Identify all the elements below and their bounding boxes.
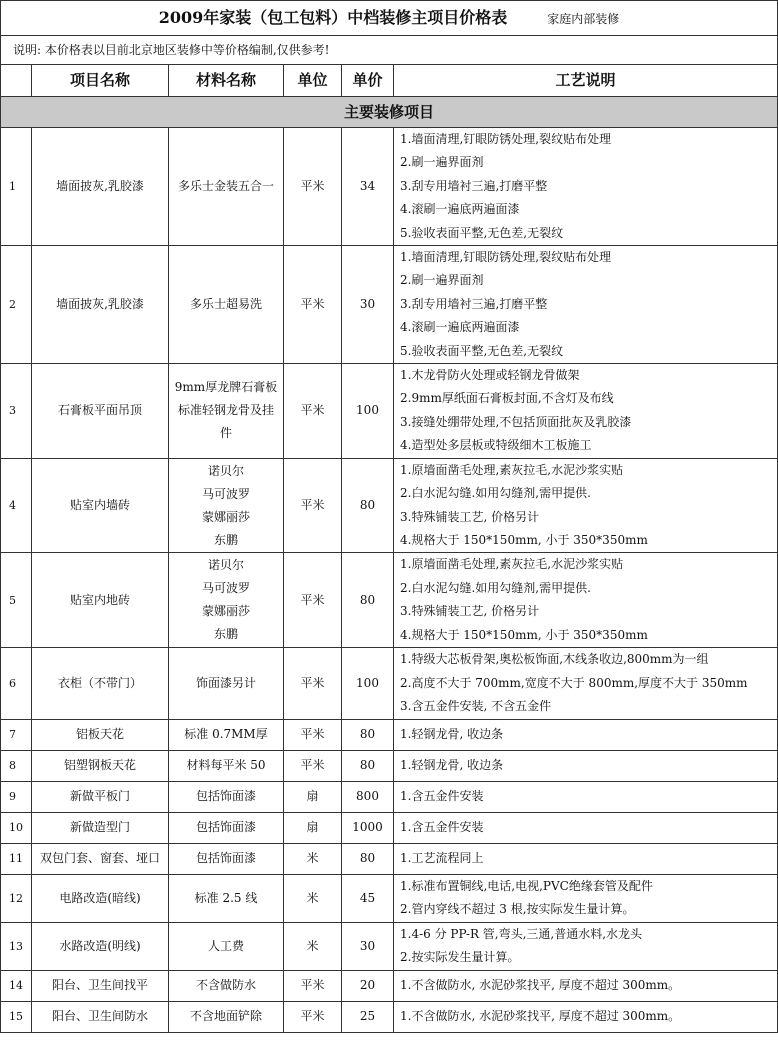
material-line: 标准 2.5 线	[194, 890, 258, 905]
process-description	[394, 781, 778, 812]
process-description	[394, 719, 778, 750]
process-line: 5.验收表面平整,无色差,无裂纹	[400, 343, 564, 358]
process-line: 2.刷一遍界面剂	[400, 273, 484, 288]
unit: 平米	[284, 364, 342, 459]
material-name	[169, 128, 284, 246]
process-line: 1.标准布置铜线,电话,电视,PVC绝缘套管及配件	[400, 878, 653, 893]
unit: 平米	[284, 970, 342, 1001]
note-row	[1, 36, 778, 65]
table-row	[1, 750, 778, 781]
process-line: 4.规格大于 150*150mm, 小于 350*350mm	[400, 532, 648, 547]
item-name: 石膏板平面吊顶	[32, 364, 169, 459]
row-number: 1	[1, 128, 32, 246]
process-line: 2.9mm厚纸面石膏板封面,不含灯及布线	[400, 391, 614, 406]
row-number: 14	[1, 970, 32, 1001]
process-description	[394, 553, 778, 648]
price: 30	[342, 922, 394, 970]
price: 25	[342, 1001, 394, 1032]
material-line: 包括饰面漆	[195, 851, 256, 866]
header-row	[1, 65, 778, 97]
header-process: 工艺说明	[394, 65, 778, 97]
row-number: 8	[1, 750, 32, 781]
table-row	[1, 843, 778, 874]
unit: 平米	[284, 750, 342, 781]
price: 80	[342, 843, 394, 874]
material-line: 东鹏	[213, 532, 238, 547]
row-number: 7	[1, 719, 32, 750]
process-description	[394, 970, 778, 1001]
material-line: 件	[219, 426, 232, 441]
material-line: 东鹏	[213, 627, 238, 642]
process-line: 1.轻钢龙骨, 收边条	[400, 727, 504, 742]
header-material: 材料名称	[169, 65, 284, 97]
material-line: 饰面漆另计	[195, 675, 256, 690]
section-title: 主要装修项目	[1, 97, 778, 128]
row-number: 3	[1, 364, 32, 459]
material-name	[169, 750, 284, 781]
process-line: 4.造型处多层板或特级细木工板施工	[400, 438, 592, 453]
process-line: 1.含五金件安装	[400, 789, 484, 804]
process-description	[394, 246, 778, 364]
material-line: 材料每平米 50	[186, 758, 266, 773]
material-name	[169, 553, 284, 648]
item-name: 墙面披灰,乳胶漆	[32, 128, 169, 246]
table-row	[1, 246, 778, 364]
process-line: 2.白水泥勾缝.如用勾缝剂,需甲提供.	[400, 580, 591, 595]
table-row	[1, 647, 778, 719]
table-row	[1, 874, 778, 922]
process-description	[394, 128, 778, 246]
table-row	[1, 781, 778, 812]
table-row	[1, 553, 778, 648]
item-name: 贴室内墙砖	[32, 458, 169, 553]
process-line: 5.验收表面平整,无色差,无裂纹	[400, 225, 564, 240]
row-number: 4	[1, 458, 32, 553]
process-line: 1.不含做防水, 水泥砂浆找平, 厚度不超过 300mm。	[400, 977, 681, 992]
unit: 平米	[284, 553, 342, 648]
title-row	[1, 1, 778, 36]
note-text: 说明: 本价格表以目前北京地区装修中等价格编制,仅供参考!	[1, 36, 778, 65]
price: 80	[342, 458, 394, 553]
process-line: 1.工艺流程同上	[400, 851, 484, 866]
material-name	[169, 970, 284, 1001]
material-name	[169, 843, 284, 874]
table-row	[1, 812, 778, 843]
unit: 米	[284, 874, 342, 922]
item-name: 阳台、卫生间找平	[32, 970, 169, 1001]
item-name: 新做造型门	[32, 812, 169, 843]
unit: 平米	[284, 458, 342, 553]
row-number: 9	[1, 781, 32, 812]
process-line: 3.含五金件安装, 不含五金件	[400, 699, 552, 714]
material-line: 马可波罗	[201, 581, 250, 596]
page-subtitle: 家庭内部装修	[547, 11, 620, 26]
material-line: 不含地面铲除	[189, 1009, 262, 1024]
row-number: 5	[1, 553, 32, 648]
process-line: 1.含五金件安装	[400, 820, 484, 835]
material-name	[169, 647, 284, 719]
unit: 米	[284, 843, 342, 874]
material-name	[169, 458, 284, 553]
unit: 米	[284, 922, 342, 970]
process-line: 1.原墙面凿毛处理,素灰拉毛,水泥沙浆实贴	[400, 557, 624, 572]
process-line: 1.4-6 分 PP-R 管,弯头,三通,普通水料,水龙头	[400, 926, 643, 941]
price: 1000	[342, 812, 394, 843]
item-name: 贴室内地砖	[32, 553, 169, 648]
item-name: 衣柜（不带门）	[32, 647, 169, 719]
row-number: 13	[1, 922, 32, 970]
item-name: 水路改造(明线)	[32, 922, 169, 970]
process-line: 2.按实际发生量计算。	[400, 950, 520, 965]
price: 20	[342, 970, 394, 1001]
material-name	[169, 364, 284, 459]
price: 45	[342, 874, 394, 922]
process-line: 1.墙面清理,钉眼防锈处理,裂纹贴布处理	[400, 132, 612, 146]
header-item: 项目名称	[32, 65, 169, 97]
table-row	[1, 719, 778, 750]
item-name: 新做平板门	[32, 781, 169, 812]
row-number: 2	[1, 246, 32, 364]
table-row	[1, 364, 778, 459]
process-line: 3.接缝处绷带处理,不包括顶面批灰及乳胶漆	[400, 414, 632, 429]
table-row	[1, 1001, 778, 1032]
table-row	[1, 922, 778, 970]
material-line: 标准轻钢龙骨及挂	[177, 403, 274, 418]
process-line: 2.白水泥勾缝.如用勾缝剂,需甲提供.	[400, 486, 591, 501]
item-name: 铝塑钢板天花	[32, 750, 169, 781]
process-description	[394, 647, 778, 719]
item-name: 墙面披灰,乳胶漆	[32, 246, 169, 364]
item-name: 双包门套、窗套、垭口	[32, 843, 169, 874]
process-description	[394, 1001, 778, 1032]
item-name: 铝板天花	[32, 719, 169, 750]
process-description	[394, 874, 778, 922]
process-line: 3.刮专用墙衬三遍,打磨平整	[400, 178, 548, 193]
unit: 平米	[284, 128, 342, 246]
table-row	[1, 458, 778, 553]
process-line: 2.刷一遍界面剂	[400, 155, 484, 170]
process-description	[394, 922, 778, 970]
material-line: 标准 0.7MM厚	[184, 727, 268, 742]
process-description	[394, 458, 778, 553]
price: 30	[342, 246, 394, 364]
unit: 扇	[284, 812, 342, 843]
material-line: 多乐士金装五合一	[177, 179, 274, 194]
process-line: 3.特殊铺装工艺, 价格另计	[400, 604, 540, 619]
price: 80	[342, 719, 394, 750]
unit: 平米	[284, 647, 342, 719]
material-line: 人工费	[207, 938, 244, 953]
row-number: 6	[1, 647, 32, 719]
unit: 平米	[284, 246, 342, 364]
material-name	[169, 719, 284, 750]
process-line: 1.特级大芯板骨架,奥松板饰面,木线条收边,800mm为一组	[400, 652, 709, 667]
price: 80	[342, 553, 394, 648]
unit: 扇	[284, 781, 342, 812]
price: 100	[342, 364, 394, 459]
table-row	[1, 128, 778, 246]
process-line: 1.轻钢龙骨, 收边条	[400, 758, 504, 773]
item-name: 电路改造(暗线)	[32, 874, 169, 922]
material-name	[169, 874, 284, 922]
material-line: 多乐士超易洗	[189, 297, 262, 312]
process-line: 3.刮专用墙衬三遍,打磨平整	[400, 296, 548, 311]
process-description	[394, 364, 778, 459]
process-line: 4.规格大于 150*150mm, 小于 350*350mm	[400, 627, 648, 642]
row-number: 11	[1, 843, 32, 874]
process-line: 1.不含做防水, 水泥砂浆找平, 厚度不超过 300mm。	[400, 1008, 681, 1023]
material-name	[169, 246, 284, 364]
page-title: 2009年家装（包工包料）中档装修主项目价格表	[158, 7, 508, 27]
process-line: 4.滚刷一遍底两遍面漆	[400, 320, 520, 335]
process-line: 2.管内穿线不超过 3 根,按实际发生量计算。	[400, 902, 635, 917]
material-line: 包括饰面漆	[195, 820, 256, 835]
item-name: 阳台、卫生间防水	[32, 1001, 169, 1032]
material-line: 9mm厚龙牌石膏板	[174, 380, 278, 395]
table-row	[1, 970, 778, 1001]
material-line: 诺贝尔	[207, 463, 244, 478]
material-name	[169, 922, 284, 970]
header-no	[1, 65, 32, 97]
unit: 平米	[284, 1001, 342, 1032]
row-number: 15	[1, 1001, 32, 1032]
material-line: 不含做防水	[195, 978, 256, 993]
material-line: 蒙娜丽莎	[201, 509, 250, 524]
item-rows	[1, 128, 778, 1033]
header-unit: 单位	[284, 65, 342, 97]
process-line: 4.滚刷一遍底两遍面漆	[400, 202, 520, 217]
unit: 平米	[284, 719, 342, 750]
material-line: 诺贝尔	[207, 558, 244, 573]
material-line: 包括饰面漆	[195, 789, 256, 804]
material-name	[169, 1001, 284, 1032]
process-line: 1.木龙骨防火处理或轻钢龙骨做架	[400, 368, 580, 383]
material-line: 蒙娜丽莎	[201, 604, 250, 619]
price: 100	[342, 647, 394, 719]
process-line: 2.高度不大于 700mm,宽度不大于 800mm,厚度不大于 350mm	[400, 675, 748, 690]
process-description	[394, 812, 778, 843]
price: 34	[342, 128, 394, 246]
process-line: 3.特殊铺装工艺, 价格另计	[400, 509, 540, 524]
header-price: 单价	[342, 65, 394, 97]
process-description	[394, 750, 778, 781]
row-number: 10	[1, 812, 32, 843]
price: 80	[342, 750, 394, 781]
process-description	[394, 843, 778, 874]
section-row	[1, 97, 778, 128]
price: 800	[342, 781, 394, 812]
material-name	[169, 812, 284, 843]
material-line: 马可波罗	[201, 486, 250, 501]
process-line: 1.墙面清理,钉眼防锈处理,裂纹贴布处理	[400, 250, 612, 265]
row-number: 12	[1, 874, 32, 922]
material-name	[169, 781, 284, 812]
process-line: 1.原墙面凿毛处理,素灰拉毛,水泥沙浆实贴	[400, 462, 624, 477]
